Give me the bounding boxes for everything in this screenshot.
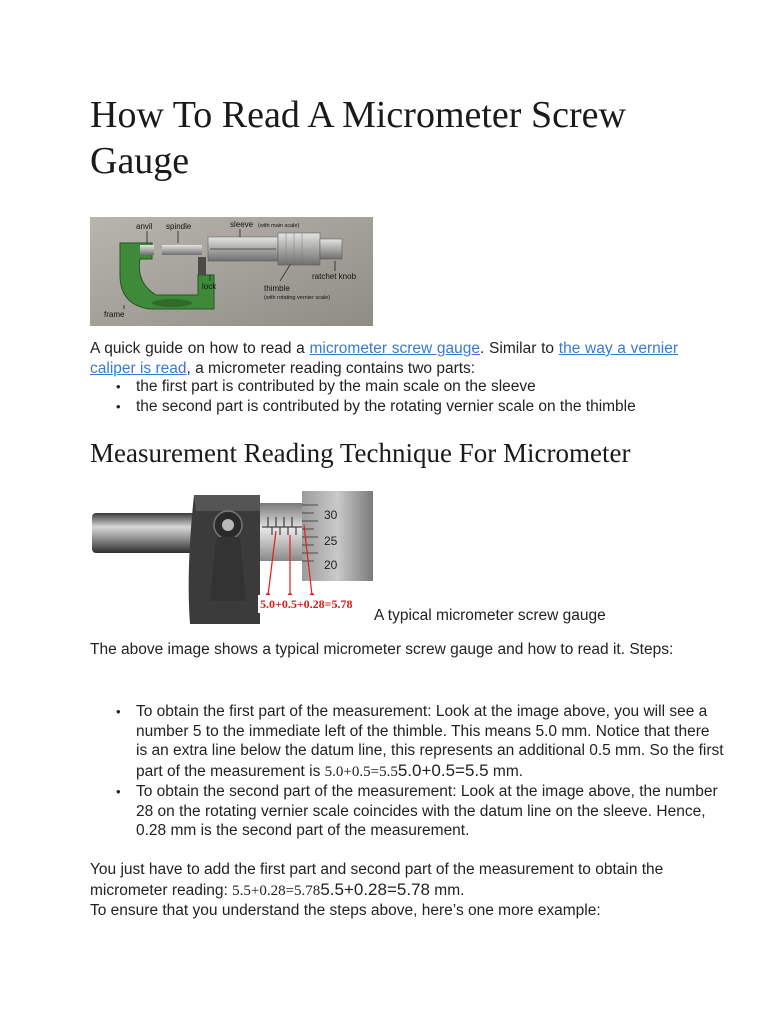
label-lock: lock	[202, 282, 217, 291]
micrometer-reading-image	[90, 491, 373, 624]
list-item: • To obtain the first part of the measurement: Look at the image above, you will see a number 5 to the immediate left of the thimble. This means 5.0 mm. Notice that there is an extra line below the datum line, this represents an additional 0.5 mm. So the first part of the measurement is 5.0+0.5=5.55.0+0.5=5.5 mm.	[136, 702, 724, 782]
label-anvil: anvil	[136, 222, 153, 231]
parts-list	[90, 377, 724, 416]
scale-label-30: 30	[324, 508, 338, 522]
scale-label-25: 25	[324, 534, 338, 548]
vernier-caliper-link[interactable]: the way a vernier caliper is read	[90, 340, 679, 377]
steps-list	[90, 702, 724, 841]
scale-label-20: 20	[324, 558, 338, 572]
intro-paragraph: A quick guide on how to read a micrometer screw gauge. Similar to the way a vernier caliper is read, a micrometer reading contains two parts:	[90, 340, 679, 377]
closing-paragraph: To ensure that you understand the steps above, here’s one more example:	[90, 902, 601, 919]
equation-serif: 5.0+0.5=5.5	[324, 763, 398, 780]
steps-intro: The above image shows a typical micrometer screw gauge and how to read it. Steps:	[90, 641, 674, 658]
micrometer-link[interactable]: micrometer screw gauge	[309, 340, 481, 357]
list-item: • the first part is contributed by the main scale on the sleeve	[136, 377, 724, 397]
label-ratchet-knob: ratchet knob	[312, 272, 357, 281]
equation-sans: 5.5+0.28=5.78	[320, 879, 430, 899]
result-paragraph: You just have to add the first part and second part of the measurement to obtain the micrometer reading: 5.5+0.28=5.785.5+0.28=5.78 mm.	[90, 861, 664, 899]
page-title: How To Read A Micrometer Screw Gauge	[90, 94, 626, 182]
section-title: Measurement Reading Technique For Micrometer	[90, 438, 631, 468]
list-item: • To obtain the second part of the measurement: Look at the image above, the number 28 on the rotating vernier scale coincides with the datum line on the sleeve. Hence, 0.28 mm is the second part of the measurement.	[136, 782, 724, 841]
list-item: • the second part is contributed by the rotating vernier scale on the thimble	[136, 397, 724, 417]
label-sleeve: sleeve	[230, 220, 254, 229]
equation-serif: 5.5+0.28=5.78	[232, 882, 321, 899]
label-sleeve-note: (with main scale)	[258, 223, 300, 229]
equation-sans: 5.0+0.5=5.5	[397, 760, 489, 780]
figure-caption: A typical micrometer screw gauge	[374, 607, 606, 624]
micrometer-diagram-image	[90, 217, 373, 326]
label-spindle: spindle	[166, 222, 192, 231]
label-thimble-note: (with rotating vernier scale)	[264, 295, 331, 301]
label-frame: frame	[104, 310, 125, 319]
label-thimble: thimble	[264, 284, 290, 293]
reading-equation: 5.0+0.5+0.28=5.78	[260, 597, 353, 611]
